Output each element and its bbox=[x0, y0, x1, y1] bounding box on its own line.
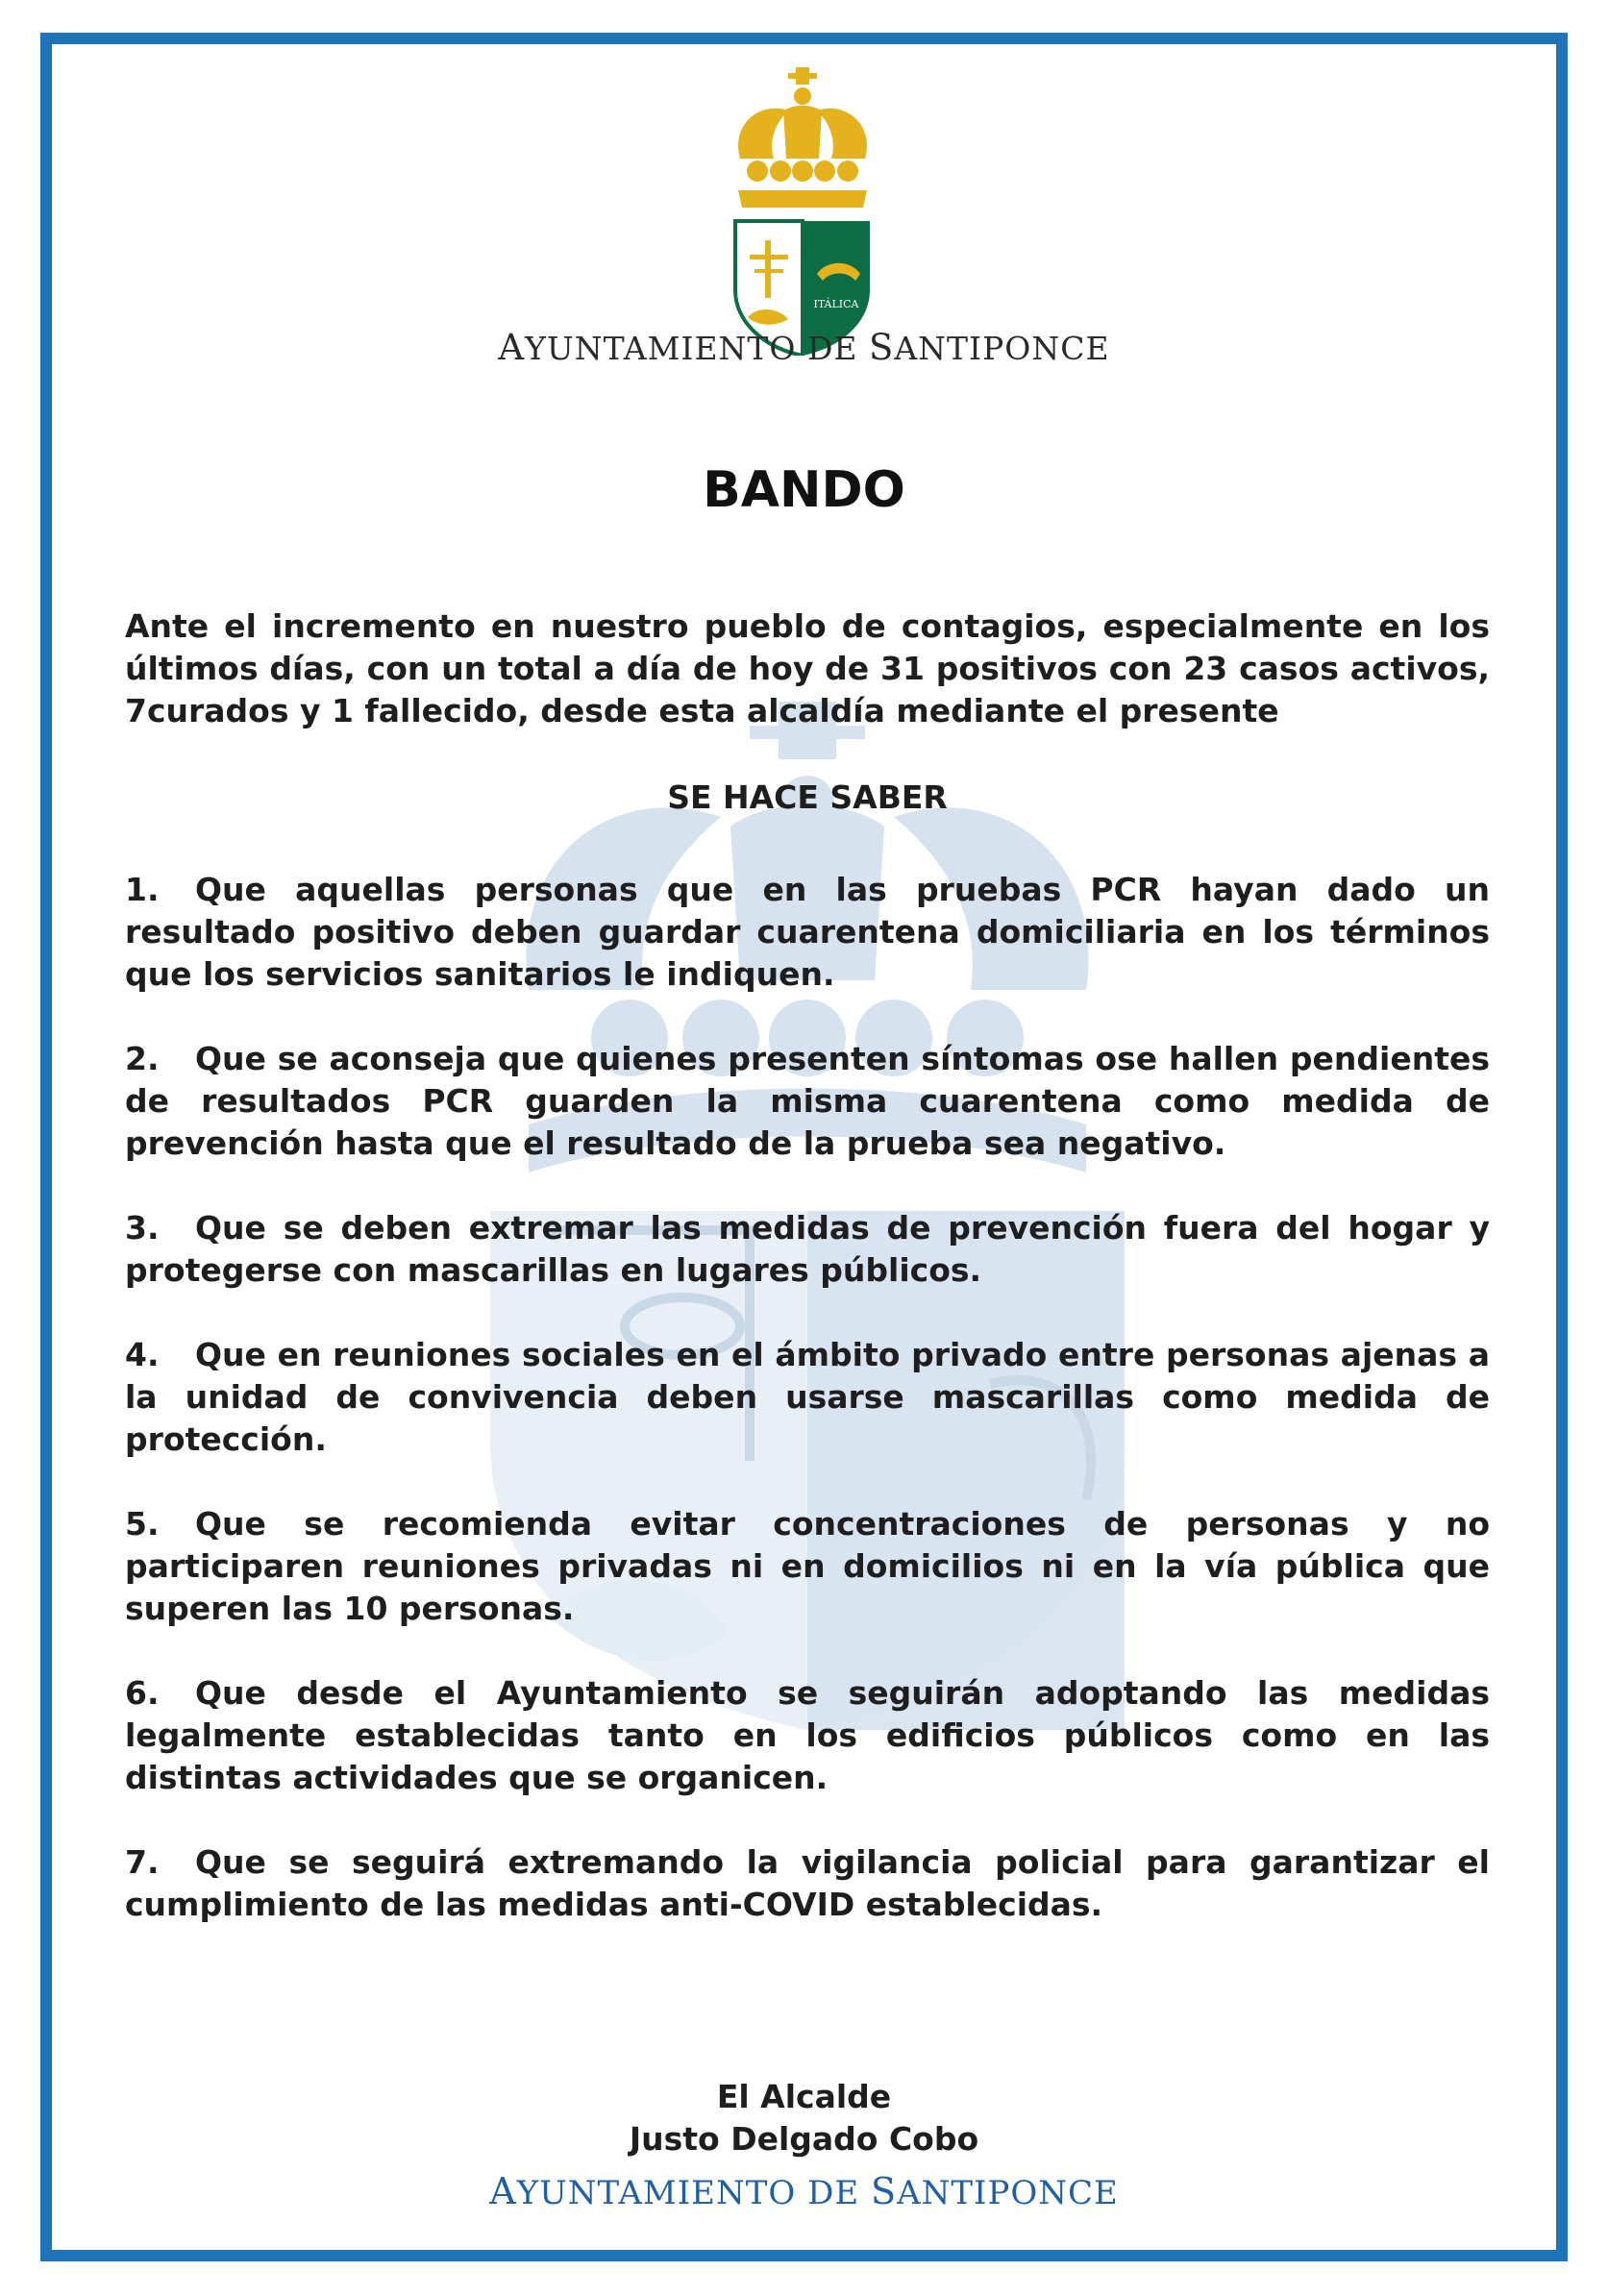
footer-org-rest2: ANTIPONCE bbox=[897, 2174, 1119, 2212]
signature-block bbox=[0, 2076, 1608, 2160]
list-item bbox=[125, 869, 1490, 996]
org-rest: YUNTAMIENTO DE bbox=[525, 330, 869, 367]
announce-heading: SE HACE SABER bbox=[667, 778, 948, 816]
item-number: 1. bbox=[125, 871, 160, 908]
list-item bbox=[125, 1672, 1490, 1799]
org-rest2: ANTIPONCE bbox=[894, 330, 1110, 367]
item-text: Que aquellas personas que en las pruebas PCR hayan dado un resultado positivo deben guardar cuarentena domiciliaria en los términos que los servicios sanitarios le indiquen. bbox=[125, 871, 1490, 993]
list-item bbox=[125, 1841, 1490, 1926]
decree-list bbox=[125, 869, 1490, 1926]
item-number: 3. bbox=[125, 1209, 160, 1247]
item-number: 6. bbox=[125, 1674, 160, 1712]
footer-organization-name bbox=[0, 2170, 1608, 2212]
document-body bbox=[125, 605, 1490, 1968]
signatory-role: El Alcalde bbox=[716, 2078, 892, 2115]
intro-paragraph: Ante el incremento en nuestro pueblo de contagios, especialmente en los últimos días, con un total a día de hoy de 31 positivos con 23 casos activos, 7curados y 1 fallecido, desde esta alcaldía mediante el presente bbox=[125, 607, 1490, 729]
org-initial: A bbox=[498, 327, 526, 368]
org-initial2: S bbox=[869, 327, 895, 368]
item-number: 4. bbox=[125, 1336, 160, 1373]
list-item bbox=[125, 1503, 1490, 1630]
item-text: Que se deben extremar las medidas de prevención fuera del hogar y protegerse con mascarillas en lugares públicos. bbox=[125, 1209, 1490, 1289]
item-text: Que se aconseja que quienes presenten síntomas ose hallen pendientes de resultados PCR guarden la misma cuarentena como medida de prevención hasta que el resultado de la prueba sea negativo. bbox=[125, 1040, 1490, 1162]
list-item bbox=[125, 1038, 1490, 1165]
item-number: 7. bbox=[125, 1843, 160, 1881]
header-organization-name bbox=[0, 327, 1608, 368]
footer-org-rest: YUNTAMIENTO DE bbox=[516, 2174, 871, 2212]
footer-org-initial: A bbox=[489, 2170, 517, 2212]
item-number: 5. bbox=[125, 1505, 160, 1543]
item-text: Que en reuniones sociales en el ámbito privado entre personas ajenas a la unidad de convivencia deben usarse mascarillas como medida de protección. bbox=[125, 1336, 1490, 1458]
municipal-crest bbox=[730, 67, 875, 356]
item-text: Que desde el Ayuntamiento se seguirán adoptando las medidas legalmente establecidas tanto en los edificios públicos como en las distintas actividades que se organicen. bbox=[125, 1674, 1490, 1796]
list-item bbox=[125, 1334, 1490, 1461]
page-title: BANDO bbox=[703, 461, 905, 519]
item-number: 2. bbox=[125, 1040, 160, 1077]
item-text: Que se recomienda evitar concentraciones de personas y no participaren reuniones privadas ni en domicilios ni en la vía pública que superen las 10 personas. bbox=[125, 1505, 1490, 1627]
signatory-name: Justo Delgado Cobo bbox=[629, 2120, 979, 2158]
list-item bbox=[125, 1207, 1490, 1292]
footer-org-initial2: S bbox=[870, 2170, 898, 2212]
item-text: Que se seguirá extremando la vigilancia policial para garantizar el cumplimiento de las medidas anti-COVID establecidas. bbox=[125, 1843, 1490, 1923]
svg-text:ITÁLICA: ITÁLICA bbox=[813, 298, 859, 310]
